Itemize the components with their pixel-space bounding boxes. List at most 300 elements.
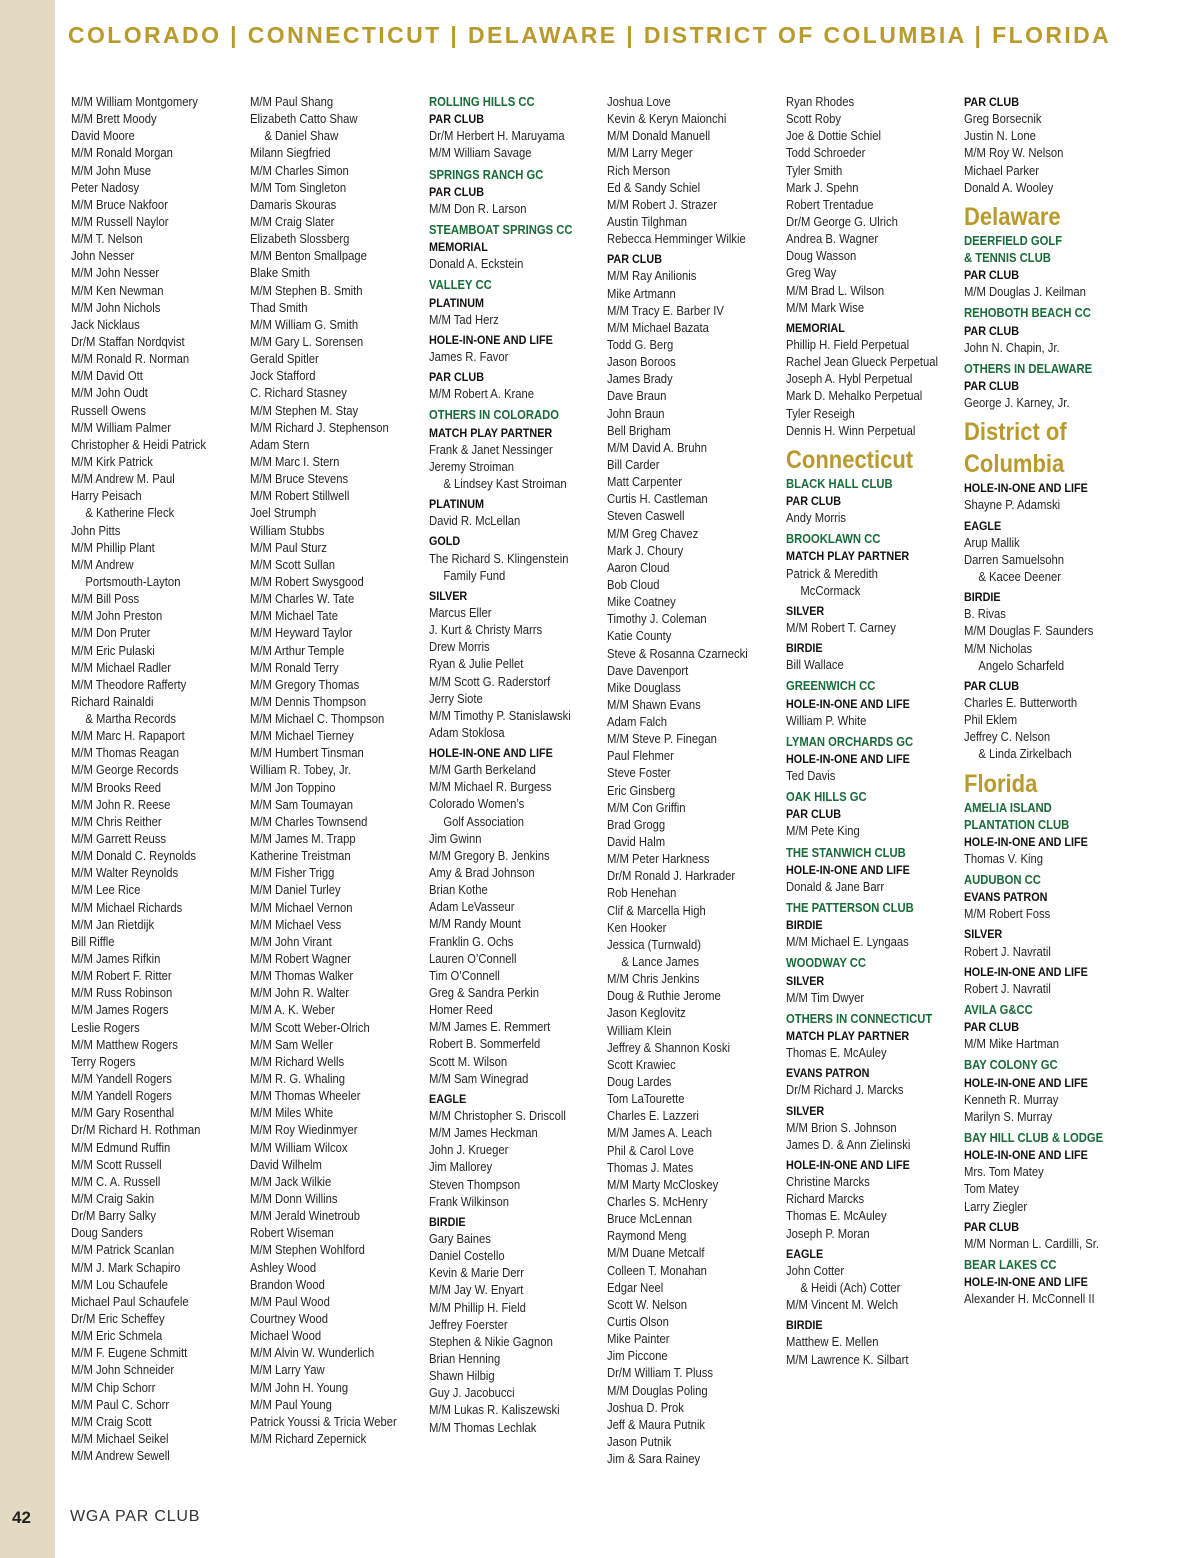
member-name: M/M Robert F. Ritter	[71, 969, 172, 984]
club-name: AUDUBON CC	[964, 873, 1041, 888]
member-name: Greg Borsecnik	[964, 112, 1042, 127]
member-name: M/M Nicholas	[964, 641, 1033, 656]
member-name: M/M Timothy P. Stanislawski	[429, 708, 571, 723]
member-name: Tom LaTourette	[607, 1092, 685, 1107]
club-name-continued: PLANTATION CLUB	[964, 817, 1070, 832]
member-name: M/M Larry Yaw	[250, 1363, 325, 1378]
member-name: Matthew E. Mellen	[786, 1335, 879, 1350]
member-name: Shayne P. Adamski	[964, 498, 1061, 513]
member-name: M/M Andrew	[71, 557, 134, 572]
member-name: John Braun	[607, 406, 665, 421]
member-name: M/M C. A. Russell	[71, 1174, 161, 1189]
member-name: M/M Douglas Poling	[607, 1383, 708, 1398]
member-name-continued: & Heidi (Ach) Cotter	[800, 1281, 901, 1295]
member-name: M/M Brooks Reed	[71, 780, 162, 795]
member-name: Gary Baines	[429, 1232, 491, 1246]
member-name: M/M Paul Shang	[250, 95, 334, 109]
member-name: M/M James M. Trapp	[250, 832, 356, 847]
member-name: Mark J. Spehn	[786, 180, 859, 195]
member-name: The Richard S. Klingenstein	[429, 551, 569, 566]
member-name: M/M Tracy E. Barber IV	[607, 303, 724, 318]
member-name: M/M James Rogers	[71, 1003, 169, 1018]
member-name: Marilyn S. Murray	[964, 1109, 1053, 1124]
member-name: M/M Marc H. Rapaport	[71, 729, 185, 744]
member-name: Adam Stoklosa	[429, 725, 505, 740]
member-name: Frank Wilkinson	[429, 1194, 510, 1209]
member-name: Adam Falch	[607, 715, 668, 730]
member-name: Christine Marcks	[786, 1175, 870, 1190]
member-name: Bruce McLennan	[607, 1212, 693, 1227]
member-name: John J. Krueger	[429, 1143, 509, 1158]
member-name: Paul Flehmer	[607, 749, 674, 764]
member-name: M/M James A. Leach	[607, 1126, 713, 1141]
member-name: M/M Roy W. Nelson	[964, 146, 1064, 161]
member-name: Thomas V. King	[964, 851, 1044, 866]
member-name: M/M Duane Metcalf	[607, 1246, 705, 1261]
membership-level: HOLE-IN-ONE AND LIFE	[964, 834, 1088, 849]
member-name: Jason Boroos	[607, 355, 676, 370]
member-name: M/M Richard Zepernick	[250, 1431, 367, 1446]
member-name: M/M Andrew Sewell	[71, 1449, 170, 1464]
member-name: M/M John R. Reese	[71, 797, 171, 812]
membership-level: HOLE-IN-ONE AND LIFE	[786, 1158, 910, 1173]
member-name: Dr/M Ronald J. Harkrader	[607, 869, 736, 884]
membership-level: EVANS PATRON	[964, 890, 1048, 905]
club-name: OTHERS IN COLORADO	[429, 408, 560, 423]
column-5	[786, 94, 964, 1369]
column-4	[607, 94, 785, 1468]
member-name: M/M Jerald Winetroub	[250, 1209, 361, 1224]
state-heading-continued: Columbia	[964, 450, 1065, 479]
member-name: M/M William Wilcox	[250, 1140, 348, 1155]
member-name: M/M Tim Dwyer	[786, 990, 865, 1005]
member-name: Doug Wasson	[786, 249, 857, 264]
member-name: Adam LeVasseur	[429, 900, 515, 915]
member-name: M/M Richard Wells	[250, 1054, 345, 1069]
member-name: M/M Mike Hartman	[964, 1037, 1060, 1052]
member-name: Robert J. Navratil	[964, 981, 1051, 996]
member-name: Doug & Ruthie Jerome	[607, 989, 721, 1004]
member-name: M/M Marty McCloskey	[607, 1177, 719, 1192]
member-name: Shawn Hilbig	[429, 1369, 495, 1384]
member-name: Ken Hooker	[607, 920, 667, 935]
member-name: Rebecca Hemminger Wilkie	[607, 232, 746, 247]
member-name: M/M Brett Moody	[71, 112, 157, 127]
member-name: M/M David A. Bruhn	[607, 440, 708, 455]
member-name: M/M Gary Rosenthal	[71, 1106, 175, 1121]
member-name-continued: Portsmouth-Layton	[85, 574, 181, 589]
membership-level: PAR CLUB	[964, 323, 1019, 338]
member-name: M/M Larry Meger	[607, 146, 693, 161]
member-name: Joseph A. Hybl Perpetual	[786, 372, 913, 387]
member-name: M/M Eric Schmela	[71, 1329, 163, 1344]
member-name: Jerry Siote	[429, 691, 483, 706]
member-name: C. Richard Stasney	[250, 386, 347, 401]
member-name: Steve Foster	[607, 766, 671, 781]
membership-level: SILVER	[429, 588, 468, 603]
member-name: Mike Douglass	[607, 680, 681, 695]
member-name: Robert Trentadue	[786, 197, 874, 212]
member-name: Jock Stafford	[250, 369, 316, 384]
member-name: Stephen & Nikie Gagnon	[429, 1334, 553, 1349]
membership-level: BIRDIE	[786, 918, 823, 933]
member-name: M/M William Savage	[429, 146, 532, 161]
member-name: Frank & Janet Nessinger	[429, 442, 553, 457]
membership-level: HOLE-IN-ONE AND LIFE	[786, 862, 910, 877]
member-name: Thomas E. McAuley	[786, 1046, 887, 1061]
member-name: Joshua D. Prok	[607, 1400, 684, 1415]
member-name: M/M Michael R. Burgess	[429, 780, 552, 795]
member-name: M/M Shawn Evans	[607, 697, 701, 712]
member-name: M/M Andrew M. Paul	[71, 472, 175, 487]
member-name: M/M Russ Robinson	[71, 986, 173, 1001]
member-name: William R. Tobey, Jr.	[250, 763, 351, 778]
membership-level: PLATINUM	[429, 295, 484, 310]
member-name: M/M Bill Poss	[71, 592, 140, 607]
member-name: James R. Favor	[429, 349, 509, 364]
membership-level: PAR CLUB	[786, 807, 841, 822]
club-name: STEAMBOAT SPRINGS CC	[429, 222, 573, 237]
page-number: 42	[12, 1508, 31, 1527]
member-name: M/M Michael Vernon	[250, 900, 353, 915]
member-name: Clif & Marcella High	[607, 903, 706, 918]
member-name: Jason Keglovitz	[607, 1006, 686, 1021]
member-name-continued: & Linda Zirkelbach	[978, 747, 1072, 762]
member-name: M/M Stephen B. Smith	[250, 283, 363, 298]
member-name: M/M Michael Tate	[250, 609, 338, 624]
member-name: M/M Scott G. Raderstorf	[429, 674, 551, 689]
member-name: M/M Tad Herz	[429, 312, 499, 327]
member-name: Steven Caswell	[607, 509, 685, 524]
member-name: M/M George Records	[71, 763, 179, 778]
member-name: Mike Painter	[607, 1332, 670, 1347]
membership-level: HOLE-IN-ONE AND LIFE	[429, 746, 553, 761]
member-name: Joe & Dottie Schiel	[786, 129, 882, 144]
member-name: David Moore	[71, 129, 135, 144]
member-name: M/M Norman L. Cardilli, Sr.	[964, 1236, 1100, 1251]
member-name: M/M Humbert Tinsman	[250, 746, 364, 761]
member-name: M/M Michael Richards	[71, 900, 183, 915]
member-name: M/M Bruce Nakfoor	[71, 197, 168, 212]
member-name: Courtney Wood	[250, 1311, 328, 1326]
member-name: Lauren O’Connell	[429, 951, 517, 966]
membership-level: PLATINUM	[429, 497, 484, 512]
member-name: Kevin & Keryn Maionchi	[607, 112, 727, 127]
membership-level: MEMORIAL	[429, 240, 488, 255]
member-name: Michael Paul Schaufele	[71, 1294, 189, 1309]
member-name: Thomas E. McAuley	[786, 1209, 887, 1224]
member-name: Colleen T. Monahan	[607, 1263, 707, 1278]
member-name: John Cotter	[786, 1263, 845, 1278]
page-side-band	[0, 0, 55, 1558]
member-name: John N. Chapin, Jr.	[964, 340, 1060, 355]
member-name: Christopher & Heidi Patrick	[71, 437, 207, 452]
member-name: M/M Robert Stillwell	[250, 489, 350, 504]
member-name: Brandon Wood	[250, 1277, 325, 1292]
member-name: M/M John R. Walter	[250, 986, 349, 1001]
member-name: Dr/M William T. Pluss	[607, 1366, 714, 1381]
member-name: M/M Donald Manuell	[607, 129, 711, 144]
member-name: Peter Nadosy	[71, 180, 140, 195]
member-name: Rich Merson	[607, 163, 671, 178]
member-name: David Wilhelm	[250, 1157, 322, 1172]
member-name: Steve & Rosanna Czarnecki	[607, 646, 748, 661]
member-name: Jim Mallorey	[429, 1160, 493, 1175]
membership-level: EAGLE	[964, 518, 1002, 533]
member-name: Darren Samuelsohn	[964, 552, 1065, 567]
club-name-continued: & TENNIS CLUB	[964, 250, 1051, 265]
member-name: Joseph P. Moran	[786, 1226, 870, 1241]
member-name: George J. Karney, Jr.	[964, 396, 1070, 411]
membership-level: MATCH PLAY PARTNER	[786, 1029, 910, 1044]
member-name: Andy Morris	[786, 511, 847, 526]
member-name: M/M James E. Remmert	[429, 1020, 551, 1035]
member-name: Curtis H. Castleman	[607, 492, 708, 507]
member-name: M/M Miles White	[250, 1106, 334, 1121]
member-name: Charles S. McHenry	[607, 1195, 708, 1209]
member-name: Dr/M Herbert H. Maruyama	[429, 129, 565, 144]
member-name: Amy & Brad Johnson	[429, 866, 535, 881]
membership-level: SILVER	[786, 603, 825, 618]
member-name: Raymond Meng	[607, 1229, 687, 1244]
member-name: M/M Paul Sturz	[250, 540, 327, 555]
member-name: David R. McLellan	[429, 514, 521, 529]
member-name: Dr/M Richard H. Rothman	[71, 1123, 201, 1138]
state-heading: Florida	[964, 769, 1038, 798]
member-name: Timothy J. Coleman	[607, 612, 707, 627]
membership-level: EVANS PATRON	[786, 1066, 870, 1081]
member-name: Dr/M Staffan Nordqvist	[71, 334, 185, 349]
membership-level: BIRDIE	[786, 641, 823, 656]
member-name: M/M R. G. Whaling	[250, 1072, 346, 1087]
publication-name: WGA PAR CLUB	[70, 1508, 201, 1525]
member-name: M/M Charles W. Tate	[250, 592, 355, 607]
member-name: M/M Russell Naylor	[71, 214, 169, 229]
club-name: OTHERS IN DELAWARE	[964, 361, 1093, 376]
member-name: Doug Lardes	[607, 1075, 672, 1090]
member-name: Phillip H. Field Perpetual	[786, 337, 910, 352]
member-name: M/M Jon Toppino	[250, 780, 336, 795]
member-name: M/M David Ott	[71, 369, 143, 384]
membership-level: HOLE-IN-ONE AND LIFE	[786, 751, 910, 766]
member-name-continued: & Kacee Deener	[978, 569, 1061, 584]
member-name: M/M Pete King	[786, 824, 860, 839]
member-name: M/M John Oudt	[71, 386, 148, 401]
member-name: M/M Gary L. Sorensen	[250, 334, 364, 349]
member-name: Jeremy Stroiman	[429, 459, 515, 474]
member-name: Brian Henning	[429, 1351, 501, 1366]
member-name: M/M Michael E. Lyngaas	[786, 935, 909, 950]
column-6	[964, 94, 1142, 1308]
member-name: Patrick Youssi & Tricia Weber	[250, 1414, 397, 1429]
member-name: Milann Siegfried	[250, 146, 331, 161]
member-name: Charles E. Butterworth	[964, 695, 1078, 710]
member-name: M/M Thomas Lechlak	[429, 1420, 537, 1435]
member-name: Richard Rainaldi	[71, 694, 154, 709]
member-name: M/M Lawrence K. Silbart	[786, 1352, 909, 1367]
member-name: M/M Brion S. Johnson	[786, 1120, 897, 1135]
member-name: M/M Edmund Ruffin	[71, 1140, 171, 1155]
member-name-continued: & Lindsey Kast Stroiman	[443, 476, 567, 491]
membership-level: SILVER	[786, 1103, 825, 1118]
member-name: Mark D. Mehalko Perpetual	[786, 389, 923, 404]
member-name: M/M Benton Smallpage	[250, 249, 367, 264]
club-name: GREENWICH CC	[786, 679, 876, 694]
member-name: M/M Ray Anilionis	[607, 269, 697, 284]
member-name: Jim Piccone	[607, 1349, 668, 1364]
member-name: M/M Steve P. Finegan	[607, 732, 717, 747]
member-name: Scott M. Wilson	[429, 1054, 508, 1069]
member-name: M/M William Montgomery	[71, 95, 198, 109]
member-name-continued: & Katherine Fleck	[85, 506, 175, 521]
member-name: Austin Tilghman	[607, 214, 688, 229]
member-name: M/M Stephen Wohlford	[250, 1243, 365, 1258]
member-name: M/M Gregory Thomas	[250, 677, 360, 692]
member-name: Rachel Jean Glueck Perpetual	[786, 355, 938, 370]
membership-level: HOLE-IN-ONE AND LIFE	[964, 481, 1088, 496]
member-name: Greg Way	[786, 266, 837, 281]
member-name: Eric Ginsberg	[607, 783, 676, 798]
member-name: M/M Scott Russell	[71, 1157, 162, 1172]
member-name: Ryan Rhodes	[786, 95, 855, 109]
member-name: M/M Thomas Walker	[250, 969, 354, 984]
member-name: Todd Schroeder	[786, 146, 866, 161]
member-name: M/M Greg Chavez	[607, 526, 699, 541]
member-name: M/M Sam Winegrad	[429, 1071, 529, 1086]
membership-level: HOLE-IN-ONE AND LIFE	[964, 1148, 1088, 1163]
member-name: Aaron Cloud	[607, 560, 670, 575]
club-name: SPRINGS RANCH GC	[429, 167, 544, 182]
club-name: AMELIA ISLAND	[964, 800, 1052, 815]
member-name: Doug Sanders	[71, 1226, 143, 1241]
member-name: Ted Davis	[786, 769, 836, 784]
member-name: Terry Rogers	[71, 1054, 136, 1069]
member-name: Joshua Love	[607, 95, 671, 109]
member-name-continued: Angelo Scharfeld	[978, 658, 1065, 673]
membership-level: PAR CLUB	[964, 378, 1019, 393]
member-name: M/M Ronald R. Norman	[71, 352, 190, 367]
member-name-continued: & Lance James	[621, 955, 699, 970]
member-name: M/M Michael Tierney	[250, 729, 354, 744]
member-name: M/M Fisher Trigg	[250, 866, 335, 881]
member-name: M/M Robert T. Carney	[786, 620, 896, 635]
member-name: M/M Scott Sullan	[250, 557, 336, 572]
member-name: William P. White	[786, 713, 867, 728]
member-name: Bob Cloud	[607, 577, 660, 592]
member-name: M/M Donald C. Reynolds	[71, 849, 197, 864]
member-name: M/M Alvin W. Wunderlich	[250, 1346, 375, 1361]
member-name: M/M Chris Jenkins	[607, 972, 700, 987]
club-name: VALLEY CC	[429, 278, 492, 293]
membership-level: GOLD	[429, 534, 461, 549]
membership-level: HOLE-IN-ONE AND LIFE	[786, 696, 910, 711]
member-name: M/M Sam Toumayan	[250, 797, 353, 812]
club-name: BROOKLAWN CC	[786, 532, 881, 547]
member-name: M/M John Nichols	[71, 300, 161, 315]
member-name: Scott Roby	[786, 112, 842, 127]
page-header: COLORADO | CONNECTICUT | DELAWARE | DISTRICT OF COLUMBIA | FLORIDA	[68, 22, 1112, 48]
member-name: M/M Roy Wiedinmyer	[250, 1123, 358, 1138]
member-name: Dave Braun	[607, 389, 667, 404]
membership-level: PAR CLUB	[964, 1219, 1019, 1234]
member-name: Daniel Costello	[429, 1249, 505, 1264]
member-name: M/M William G. Smith	[250, 317, 359, 332]
member-name: M/M Richard J. Stephenson	[250, 420, 389, 435]
club-name: ROLLING HILLS CC	[429, 95, 535, 109]
member-name: Gerald Spitler	[250, 352, 319, 367]
member-name: Jim & Sara Rainey	[607, 1452, 701, 1467]
member-name: M/M Donn Willins	[250, 1192, 338, 1206]
column-1	[71, 94, 249, 1465]
member-name: M/M Vincent M. Welch	[786, 1298, 899, 1313]
club-name: DEERFIELD GOLF	[964, 233, 1063, 248]
state-heading: Delaware	[964, 202, 1061, 231]
member-name: Joel Strumph	[250, 506, 317, 521]
member-name: Elizabeth Slossberg	[250, 232, 350, 247]
member-name: Donald & Jane Barr	[786, 879, 885, 894]
membership-level: MATCH PLAY PARTNER	[786, 549, 910, 564]
member-name: M/M Lee Rice	[71, 883, 141, 898]
member-name: Edgar Neel	[607, 1280, 664, 1295]
member-name: M/M Garrett Reuss	[71, 832, 167, 847]
membership-level: PAR CLUB	[964, 1020, 1019, 1035]
member-name: M/M James Heckman	[429, 1126, 538, 1141]
member-name: M/M Craig Slater	[250, 214, 335, 229]
member-name: M/M Randy Mount	[429, 917, 521, 932]
club-name: OTHERS IN CONNECTICUT	[786, 1011, 933, 1026]
member-name: Leslie Rogers	[71, 1020, 140, 1035]
member-name: M/M Garth Berkeland	[429, 763, 536, 778]
member-name: M/M Arthur Temple	[250, 643, 345, 658]
member-name: Jeffrey Foerster	[429, 1317, 508, 1332]
membership-level: MATCH PLAY PARTNER	[429, 425, 553, 440]
club-name: THE STANWICH CLUB	[786, 845, 906, 860]
member-name: Andrea B. Wagner	[786, 232, 879, 247]
member-name: M/M Don R. Larson	[429, 201, 527, 216]
member-name: M/M Kirk Patrick	[71, 454, 153, 469]
membership-level: HOLE-IN-ONE AND LIFE	[964, 964, 1088, 979]
membership-level: HOLE-IN-ONE AND LIFE	[964, 1275, 1088, 1290]
member-name: M/M Douglas J. Keilman	[964, 285, 1086, 300]
member-name: Thad Smith	[250, 300, 308, 315]
member-name: M/M Craig Scott	[71, 1414, 152, 1429]
member-name: Jessica (Turnwald)	[607, 937, 701, 952]
member-name: B. Rivas	[964, 607, 1006, 622]
member-name: John Pitts	[71, 523, 121, 538]
member-name: M/M Bruce Stevens	[250, 472, 349, 487]
member-name: M/M Jan Rietdijk	[71, 917, 155, 932]
club-name: BAY HILL CLUB & LODGE	[964, 1131, 1104, 1146]
member-name: Scott Krawiec	[607, 1057, 676, 1072]
membership-level: PAR CLUB	[964, 268, 1019, 283]
member-name: William Stubbs	[250, 523, 325, 538]
member-name: Tyler Smith	[786, 163, 843, 178]
member-name: M/M Ken Newman	[71, 283, 164, 298]
state-heading: Connecticut	[786, 445, 914, 474]
member-name: M/M Michael C. Thompson	[250, 712, 385, 727]
member-name: William Klein	[607, 1023, 672, 1038]
membership-level: SILVER	[964, 927, 1003, 942]
member-name: M/M Douglas F. Saunders	[964, 624, 1094, 639]
member-name: David Halm	[607, 835, 666, 850]
member-name: M/M Walter Reynolds	[71, 866, 179, 881]
member-name: M/M Robert Swysgood	[250, 574, 364, 589]
member-name: M/M John Virant	[250, 934, 332, 949]
member-name: M/M Tom Singleton	[250, 180, 347, 195]
member-name: Robert J. Navratil	[964, 944, 1051, 959]
state-heading: District of	[964, 418, 1067, 447]
member-name: M/M Charles Townsend	[250, 814, 368, 829]
